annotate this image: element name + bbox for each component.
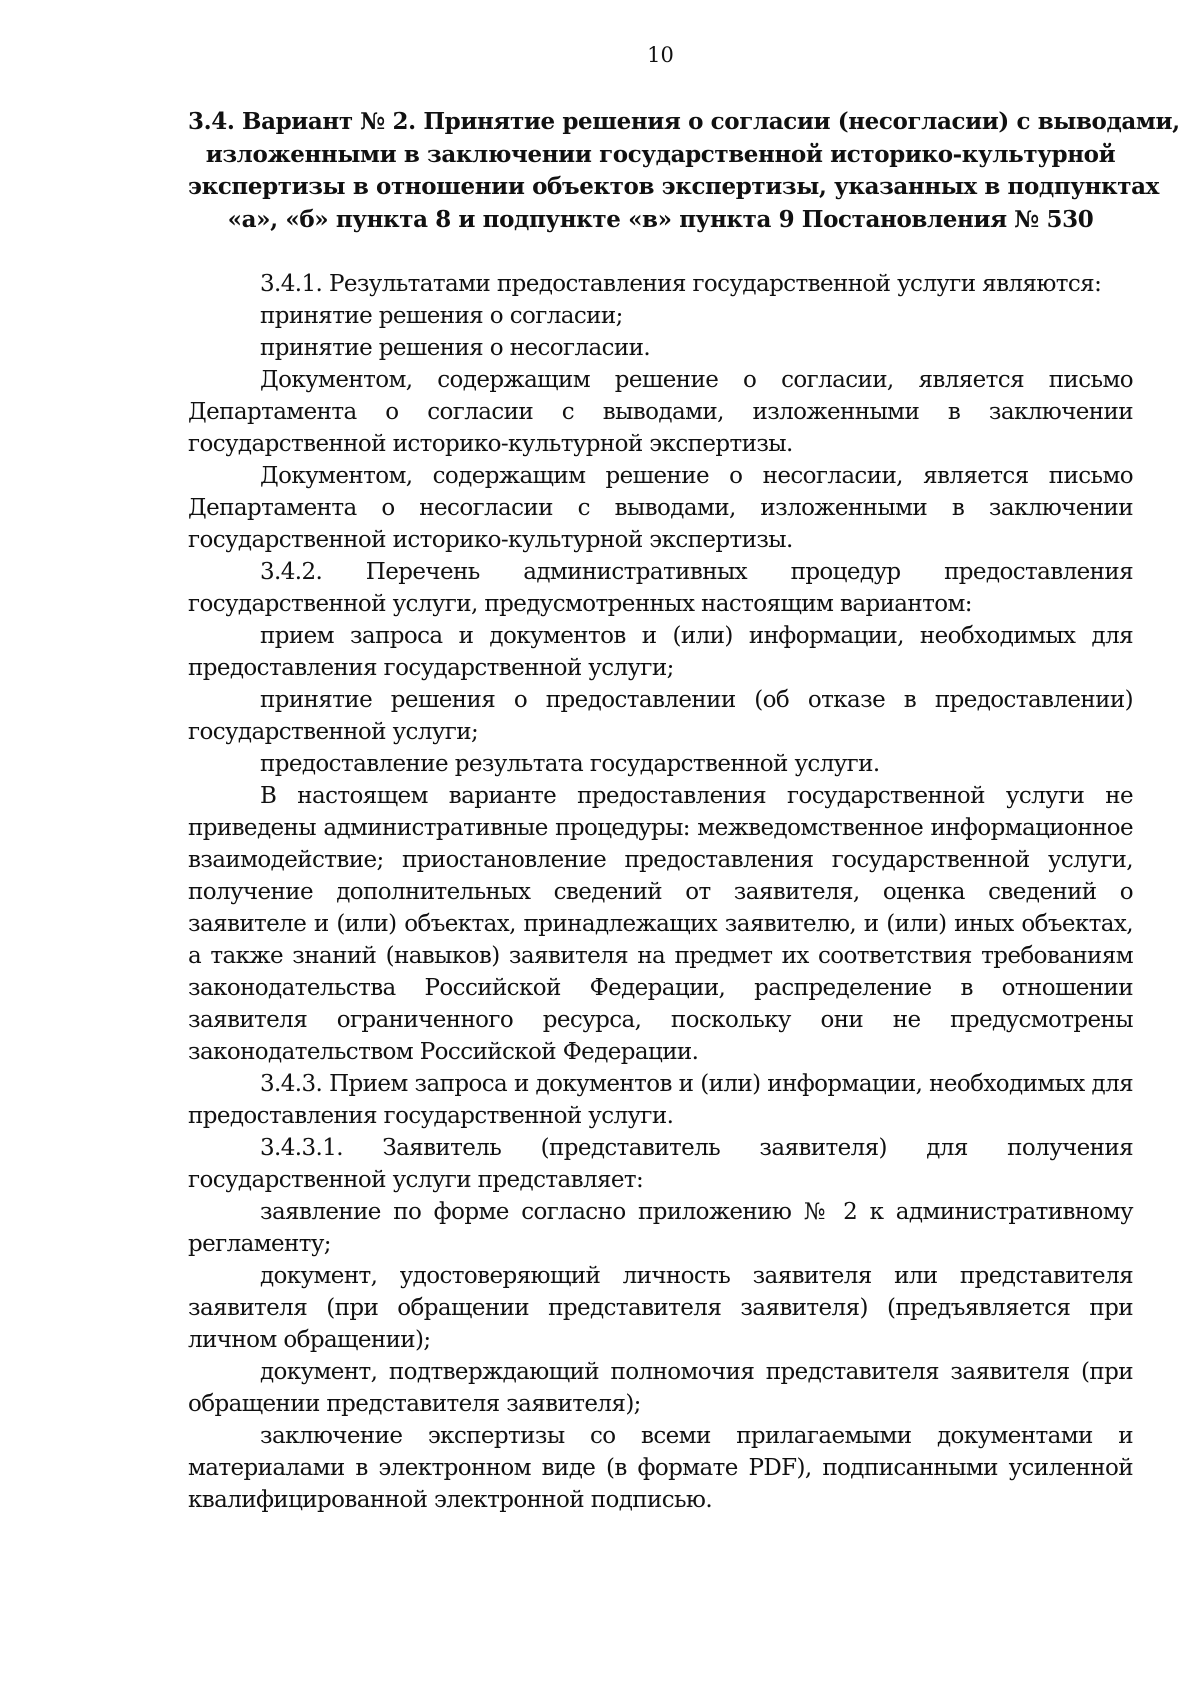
- list-item: принятие решения о несогласии.: [260, 335, 651, 361]
- paragraph-3-4-3-1: 3.4.3.1. Заявитель (представитель заявителя) для получения государственной услуги представляет:: [188, 1135, 1133, 1193]
- document-body: [188, 268, 1133, 1516]
- paragraph-3-4-2: 3.4.2. Перечень административных процедур предоставления государственной услуги, предусмотренных настоящим вариантом:: [188, 559, 1133, 617]
- list-item: документ, подтверждающий полномочия представителя заявителя (при обращении представителя заявителя);: [188, 1359, 1133, 1417]
- list-item: заявление по форме согласно приложению № 2 к административному регламенту;: [188, 1199, 1133, 1257]
- list-item: заключение экспертизы со всеми прилагаемыми документами и материалами в электронном виде (в формате PDF), подписанными усиленной квалифицированной электронной подписью.: [188, 1423, 1133, 1513]
- heading-line: изложенными в заключении государственной историко-культурной: [205, 140, 1116, 168]
- list-item: принятие решения о предоставлении (об отказе в предоставлении) государственной услуги;: [188, 687, 1133, 745]
- document-page: [188, 40, 1180, 1516]
- heading-line: экспертизы в отношении объектов экспертизы, указанных в подпунктах: [188, 173, 1159, 200]
- paragraph: Документом, содержащим решение о согласии, является письмо Департамента о согласии с выводами, изложенными в заключении государственной историко-культурной экспертизы.: [188, 367, 1133, 457]
- paragraph-3-4-1: 3.4.1. Результатами предоставления государственной услуги являются:: [260, 271, 1102, 297]
- page-number: 10: [647, 43, 674, 67]
- list-item: принятие решения о согласии;: [260, 303, 623, 329]
- list-item: предоставление результата государственной услуги.: [260, 751, 880, 777]
- list-item: прием запроса и документов и (или) информации, необходимых для предоставления государственной услуги;: [188, 623, 1133, 681]
- paragraph: Документом, содержащим решение о несогласии, является письмо Департамента о несогласии с выводами, изложенными в заключении государственной историко-культурной экспертизы.: [188, 463, 1133, 553]
- heading-line: 3.4. Вариант № 2. Принятие решения о согласии (несогласии) с выводами,: [188, 108, 1180, 135]
- paragraph-3-4-3: 3.4.3. Прием запроса и документов и (или) информации, необходимых для предоставления государственной услуги.: [188, 1071, 1133, 1129]
- heading-line: «а», «б» пункта 8 и подпункте «в» пункта 9 Постановления № 530: [227, 205, 1094, 233]
- list-item: документ, удостоверяющий личность заявителя или представителя заявителя (при обращении представителя заявителя) (предъявляется при личном обращении);: [188, 1263, 1133, 1353]
- section-heading: [188, 106, 1180, 236]
- paragraph: В настоящем варианте предоставления государственной услуги не приведены административные процедуры: межведомственное информационное взаимодействие; приостановление предоставления государственной услуги, получение дополнительных сведений от заявителя, оценка сведений о заявителе и (или) объектах, принадлежащих заявителю, и (или) иных объектах, а также знаний (навыков) заявителя на предмет их соответствия требованиям законодательства Российской Федерации, распределение в отношении заявителя ограниченного ресурса, поскольку они не предусмотрены законодательством Российской Федерации.: [188, 783, 1133, 1065]
